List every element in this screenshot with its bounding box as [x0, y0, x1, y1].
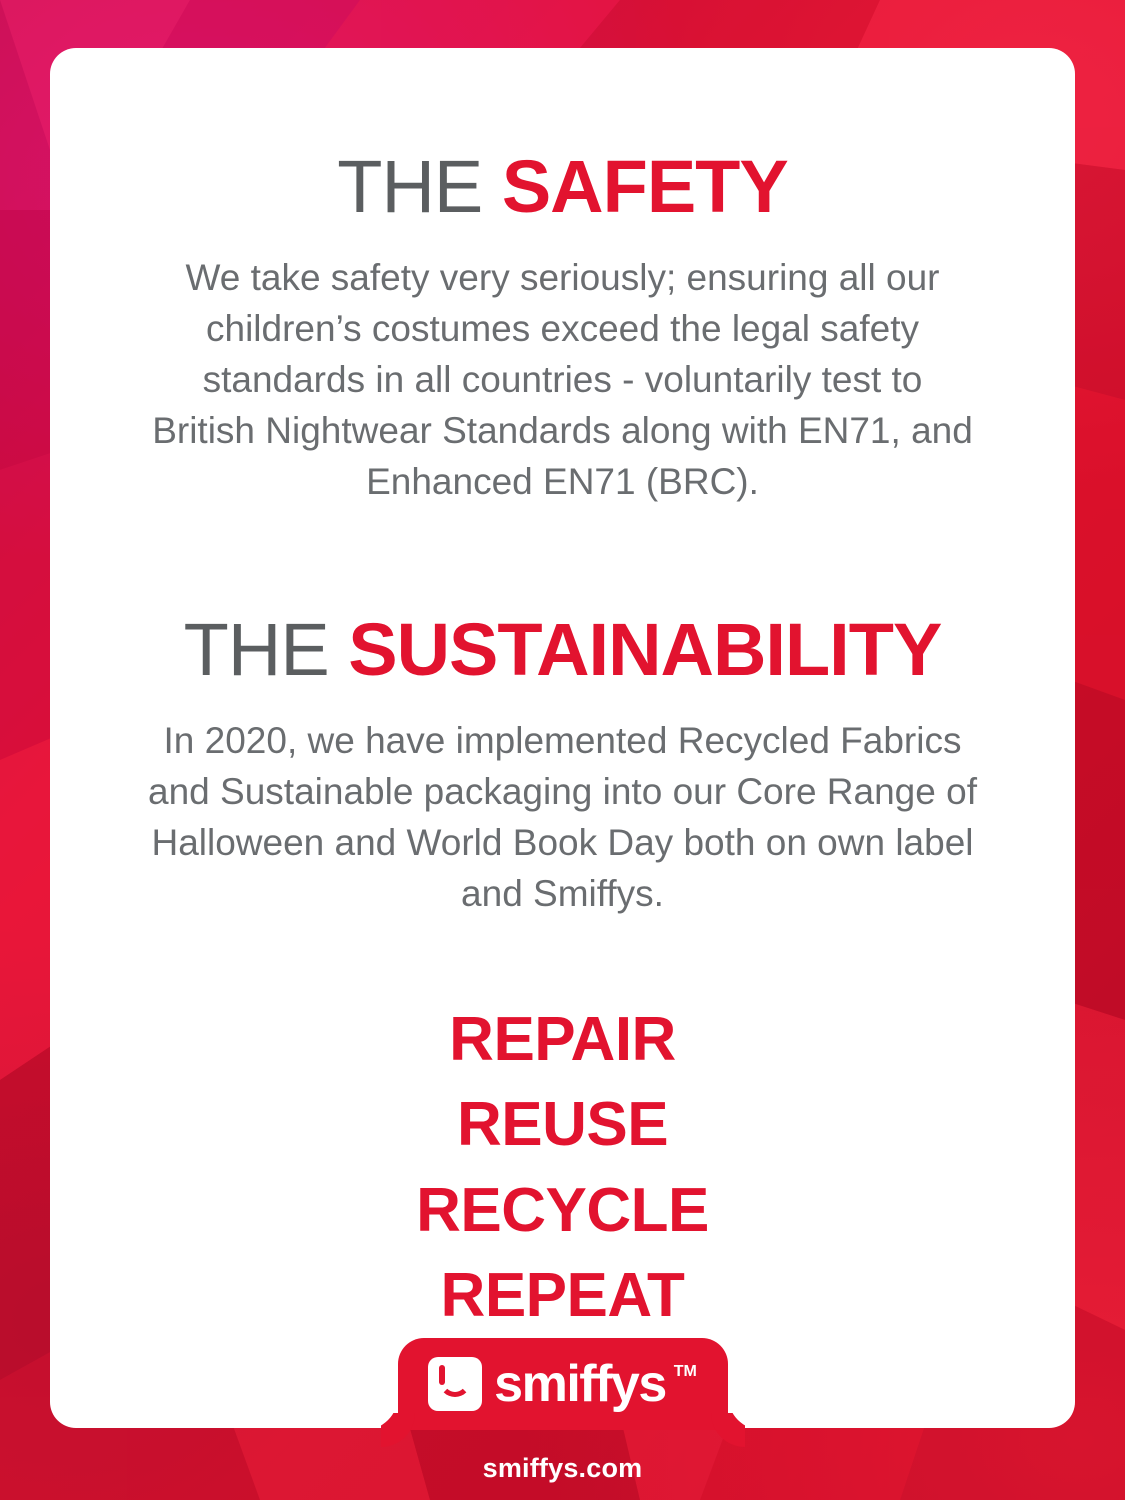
- slogan-block: [112, 997, 1013, 1339]
- safety-heading-prefix: THE: [337, 145, 502, 228]
- section-spacer: [112, 507, 1013, 611]
- website-url: smiffys.com: [482, 1453, 643, 1483]
- trademark-symbol: TM: [673, 1363, 697, 1380]
- content-card: [50, 48, 1075, 1428]
- safety-body: We take safety very seriously; ensuring all our children’s costumes exceed the legal safety standards in all countries - voluntarily test to British Nightwear Standards along with EN71, and Enhanced EN71 (BRC).: [152, 256, 973, 502]
- sustainability-heading: [112, 607, 1013, 691]
- slogan-line-recycle: RECYCLE: [416, 1175, 709, 1245]
- safety-heading: [112, 145, 1013, 228]
- brand-logo-tab: [398, 1338, 728, 1430]
- safety-heading-accent: SAFETY: [501, 145, 788, 228]
- sustainability-heading-prefix: THE: [183, 607, 349, 691]
- sustainability-heading-accent: SUSTAINABILITY: [348, 607, 942, 691]
- brand-logo: [428, 1357, 697, 1411]
- brand-name: smiffys: [494, 1355, 666, 1413]
- slogan-line-reuse: REUSE: [456, 1090, 669, 1160]
- smile-logo-icon: [428, 1357, 482, 1411]
- sustainability-body: In 2020, we have implemented Recycled Fabrics and Sustainable packaging into our Core Range of Halloween and World Book Day both on own label and Smiffys.: [148, 719, 977, 914]
- slogan-line-repeat: REPEAT: [440, 1261, 685, 1331]
- slogan-line-repair: REPAIR: [449, 1004, 676, 1074]
